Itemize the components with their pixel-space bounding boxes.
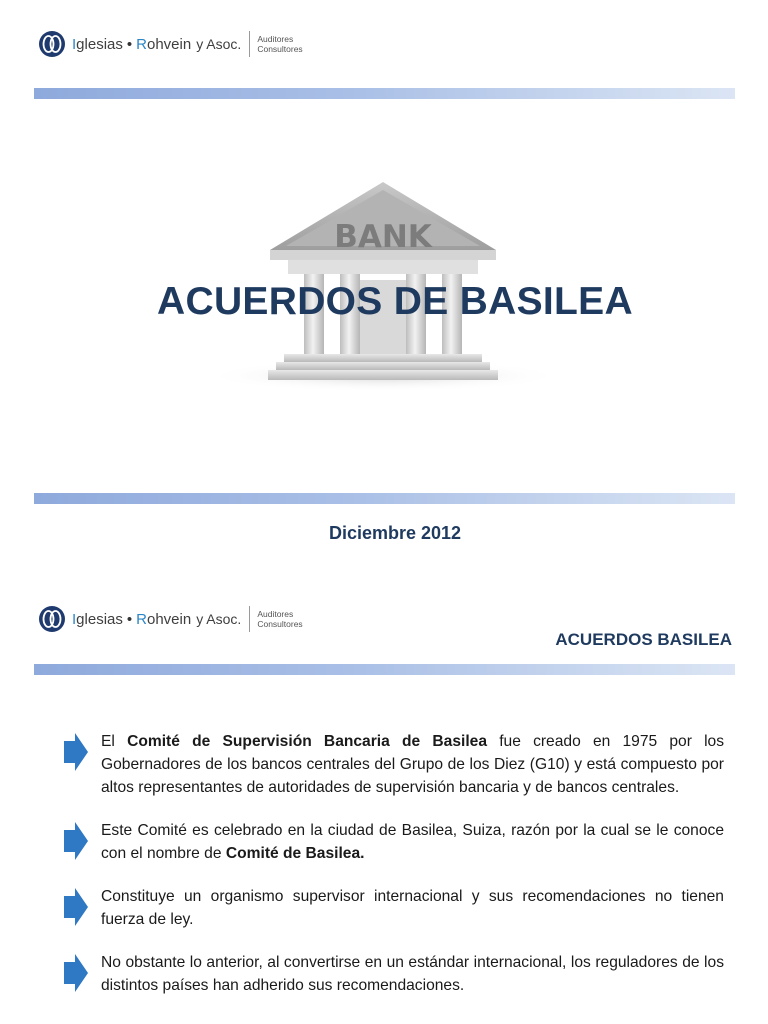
logo-sub-consultores: Consultores [257, 619, 303, 629]
logo-initial-r: R [136, 610, 147, 628]
bank-sign-text: BANK [334, 219, 432, 255]
bullet-text-part: Constituye un organismo supervisor internacional y sus recomendaciones no tienen fuerza de ley. [101, 888, 724, 928]
bullet-text-bold: Comité de Basilea. [225, 845, 365, 862]
logo-name-rohvein: ohvein [146, 610, 192, 628]
logo-sub-auditores: Auditores [257, 34, 294, 44]
header-divider-bar [34, 88, 735, 99]
bullet-item [64, 819, 724, 865]
logo-sub-auditores: Auditores [257, 609, 294, 619]
company-logo [38, 30, 303, 58]
logo-divider [249, 606, 250, 632]
arrow-right-icon [64, 822, 88, 860]
bullet-text-part: fue creado en 1975 por los Gobernadores de los bancos centrales del Grupo de los Diez (G10) y está compuesto por altos representantes de autoridades de supervisión bancaria y de bancos centrales. [101, 733, 725, 796]
bullet-item [64, 730, 724, 799]
bullet-list [64, 730, 724, 1017]
bullet-text-part: Este Comité es celebrado en la ciudad de Basilea, Suiza, razón por la cual se le conoce con el nombre de [101, 822, 724, 862]
bullet-text [101, 951, 724, 997]
bullet-item [64, 885, 724, 931]
logo-suffix: y Asoc. [196, 35, 242, 52]
logo-initial-i: I [72, 610, 77, 628]
bullet-text-bold: Comité de Supervisión Bancaria de Basilea [127, 733, 488, 750]
bullet-text [101, 730, 724, 799]
header-divider-bar [34, 664, 735, 675]
logo-subtitle [257, 34, 302, 54]
logo-name-iglesias: glesias [76, 610, 123, 628]
logo-initial-i: I [72, 35, 77, 53]
logo-suffix: y Asoc. [196, 610, 242, 627]
slide-title: ACUERDOS BASILEA [555, 630, 732, 649]
arrow-right-icon [64, 733, 88, 771]
footer-divider-bar [34, 493, 735, 504]
company-name [72, 611, 241, 628]
logo-initial-r: R [136, 35, 147, 53]
logo-divider [249, 31, 250, 57]
logo-mark-icon [38, 30, 66, 58]
logo-subtitle [257, 609, 302, 629]
arrow-right-icon [64, 888, 88, 926]
bullet-text [101, 885, 724, 931]
presentation-title: ACUERDOS DE BASILEA [157, 280, 633, 323]
logo-name-iglesias: glesias [76, 35, 123, 53]
logo-sub-consultores: Consultores [257, 44, 303, 54]
presentation-date: Diciembre 2012 [328, 523, 462, 543]
bullet-text-part: El [101, 733, 128, 750]
logo-mark-icon [38, 605, 66, 633]
company-logo-2 [38, 605, 303, 633]
content-slide [0, 580, 768, 1024]
logo-separator: • [126, 35, 133, 53]
logo-name-rohvein: ohvein [146, 35, 192, 53]
bullet-text [101, 819, 724, 865]
logo-separator: • [126, 610, 133, 628]
arrow-right-icon [64, 954, 88, 992]
bullet-text-part: No obstante lo anterior, al convertirse en un estándar internacional, los reguladores de los distintos países han adherido sus recomendaciones. [101, 954, 724, 994]
company-name [72, 36, 241, 53]
bullet-item [64, 951, 724, 997]
